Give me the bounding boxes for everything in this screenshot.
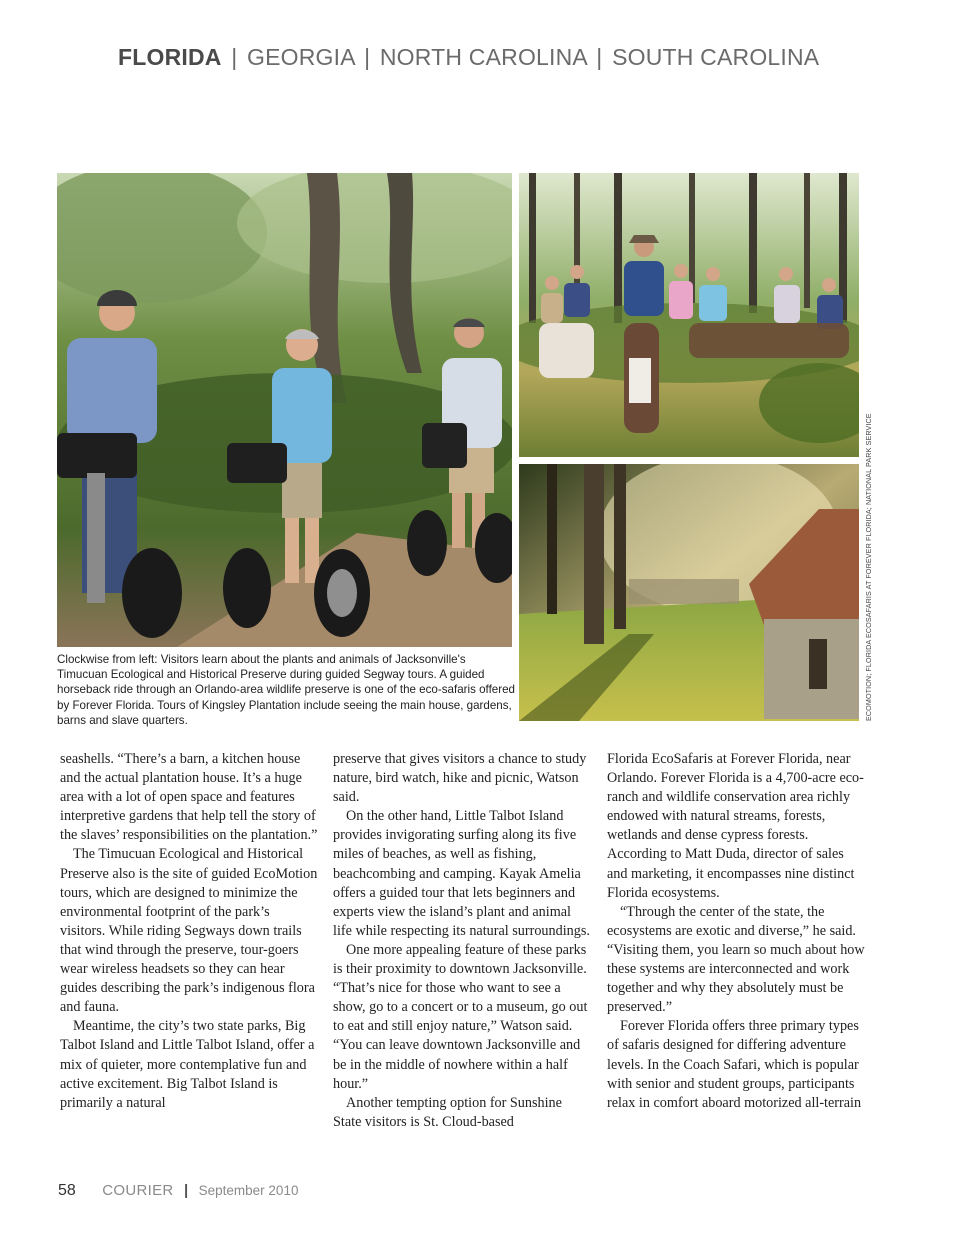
paragraph: On the other hand, Little Talbot Island provides invigorating surfing along its five miles of beaches, as well as fishing, beachcombing and camping. Kayak Amelia offers a guided tour that lets beginners and experts view the island’s plant and animal life while respecting its natural surroundings. <box>333 808 590 939</box>
paragraph: preserve that gives visitors a chance to study nature, bird watch, hike and picnic, Watson said. <box>333 751 587 806</box>
photo-horseback-ride <box>519 173 859 457</box>
paragraph: Another tempting option for Sunshine State visitors is St. Cloud-based <box>333 1094 562 1130</box>
state-nav-header <box>118 44 819 71</box>
header-separator: | <box>364 44 371 70</box>
header-separator: | <box>231 44 238 70</box>
article-column-1 <box>60 750 318 1113</box>
page-number: 58 <box>58 1182 76 1199</box>
photo-credit: ECOMOTION; FLORIDA ECOSAFARIS AT FOREVER FLORIDA; NATIONAL PARK SERVICE <box>864 413 873 721</box>
page-footer <box>58 1182 298 1200</box>
paragraph: Florida EcoSafaris at Forever Florida, near Orlando. Forever Florida is a 4,700-acre eco-ranch and wildlife conservation area richly endowed with natural streams, forests, wetlands and dense cypress forests. According to Matt Duda, director of sales and marketing, it encompasses nine distinct Florida ecosystems. <box>607 751 864 901</box>
article-column-2 <box>333 750 591 1132</box>
publication-name: COURIER <box>102 1182 174 1199</box>
photo-caption: Clockwise from left: Visitors learn about the plants and animals of Jacksonville's Timucuan Ecological and Historical Preserve during guided Segway tours. A guided horseback ride through an Orlando-area wildlife preserve is one of the eco-safaris offered by Forever Florida. Tours of Kingsley Plantation include seeing the main house, gardens, barns and slave quarters. <box>57 653 515 727</box>
issue-date: September 2010 <box>198 1183 299 1198</box>
photo-kingsley-plantation <box>519 464 859 721</box>
paragraph: Forever Florida offers three primary types of safaris designed for differing adventure levels. In the Coach Safari, which is popular with senior and student groups, participants relax in comfort aboard motorized all-terrain <box>607 1018 862 1111</box>
state-georgia: GEORGIA <box>246 44 355 70</box>
state-north-carolina: NORTH CAROLINA <box>379 44 587 70</box>
header-separator: | <box>596 44 603 70</box>
article-column-3 <box>607 750 865 1113</box>
paragraph: The Timucuan Ecological and Historical Preserve also is the site of guided EcoMotion tours, which are designed to minimize the environmental footprint of the park’s visitors. While riding Segways down trails that wind through the preserve, tour-goers wear wireless headsets so they can hear guides describing the park’s indigenous flora and fauna. <box>60 846 318 1016</box>
paragraph: “Through the center of the state, the ecosystems are exotic and diverse,” he said. “Visiting them, you learn so much about how these systems are interconnected and work together and why they absolutely must be preserved.” <box>607 903 865 1016</box>
state-south-carolina: SOUTH CAROLINA <box>612 44 820 70</box>
state-florida: FLORIDA <box>118 44 222 70</box>
paragraph: One more appealing feature of these parks is their proximity to downtown Jacksonville. “That’s nice for those who want to see a show, go to a concert or to a museum, go out to eat and still enjoy nature,” Watson said. “You can leave downtown Jacksonville and be in the middle of nowhere within a half hour.” <box>333 941 588 1092</box>
paragraph: Meantime, the city’s two state parks, Big Talbot Island and Little Talbot Island, offer a mix of quieter, more contemplative fun and active excitement. Big Talbot Island is primarily a natural <box>60 1018 315 1111</box>
paragraph: seashells. “There’s a barn, a kitchen house and the actual plantation house. It’s a huge area with a lot of open space and features interpretive gardens that help tell the story of the slaves’ responsibilities on the plantation.” <box>60 751 318 844</box>
photo-segway-tour <box>57 173 512 647</box>
footer-separator: | <box>183 1182 189 1199</box>
